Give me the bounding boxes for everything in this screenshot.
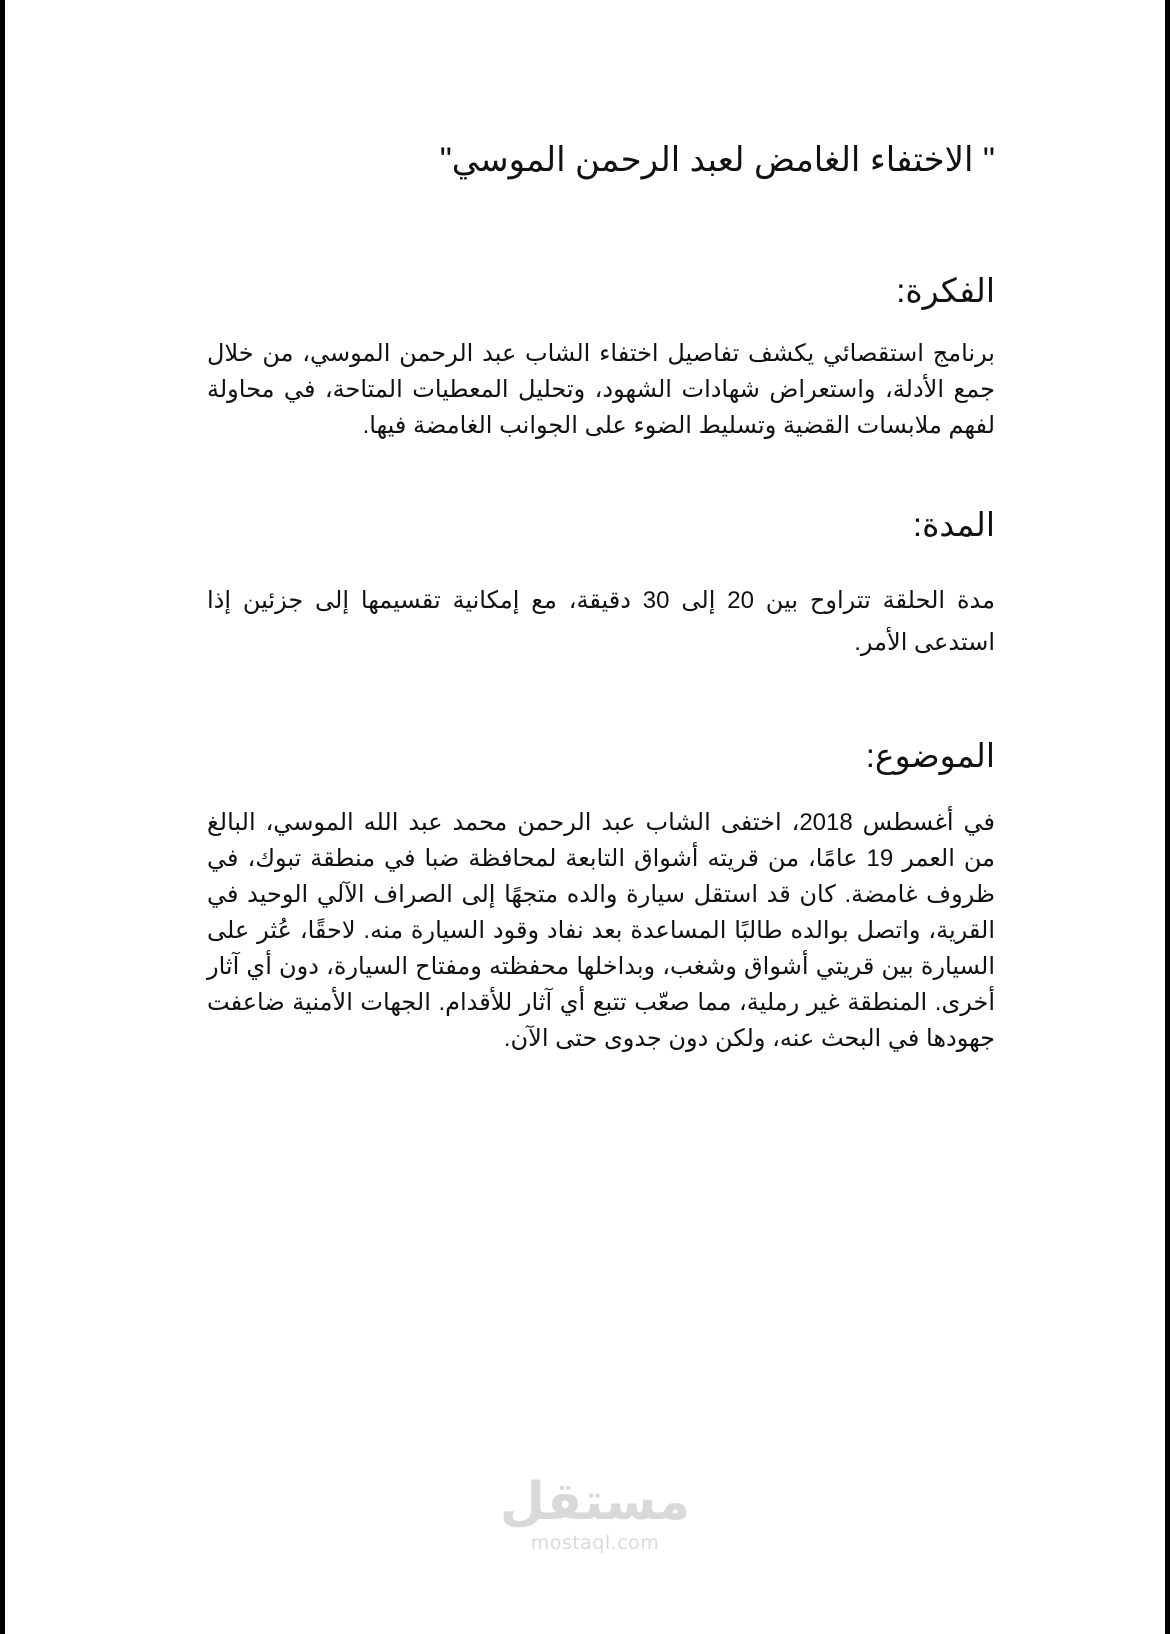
- document-page: [5, 0, 1165, 1634]
- watermark-logo: مستقل: [499, 1472, 691, 1532]
- section-body-subject: في أغسطس 2018، اختفى الشاب عبد الرحمن محمد عبد الله الموسي، البالغ من العمر 19 عامًا، من قريته أشواق التابعة لمحافظة ضبا في منطقة تبوك، في ظروف غامضة. كان قد استقل سيارة والده متجهًا إلى الصراف الآلي الوحيد في القرية، واتصل بوالده طالبًا المساعدة بعد نفاد وقود السيارة منه. لاحقًا، عُثر على السيارة بين قريتي أشواق وشغب، وبداخلها محفظته ومفتاح السيارة، دون أي آثار أخرى. المنطقة غير رملية، مما صعّب تتبع أي آثار للأقدام. الجهات الأمنية ضاعفت جهودها في البحث عنه، ولكن دون جدوى حتى الآن.: [207, 809, 995, 1052]
- section-heading-idea: الفكرة:: [896, 272, 995, 309]
- section-heading-duration: المدة:: [912, 506, 995, 543]
- watermark-url: mostaql.com: [530, 1532, 660, 1554]
- document-title: " الاختفاء الغامض لعبد الرحمن الموسي": [439, 141, 995, 179]
- section-heading-subject: الموضوع:: [865, 737, 995, 774]
- mostaql-watermark: [485, 1472, 705, 1554]
- document-content: [207, 130, 995, 1057]
- section-body-duration: مدة الحلقة تتراوح بين 20 إلى 30 دقيقة، مع إمكانية تقسيمها إلى جزئين إذا استدعى الأمر.: [207, 587, 995, 656]
- section-body-idea: برنامج استقصائي يكشف تفاصيل اختفاء الشاب عبد الرحمن الموسي، من خلال جمع الأدلة، واستعراض شهادات الشهود، وتحليل المعطيات المتاحة، في محاولة لفهم ملابسات القضية وتسليط الضوء على الجوانب الغامضة فيها.: [207, 340, 995, 439]
